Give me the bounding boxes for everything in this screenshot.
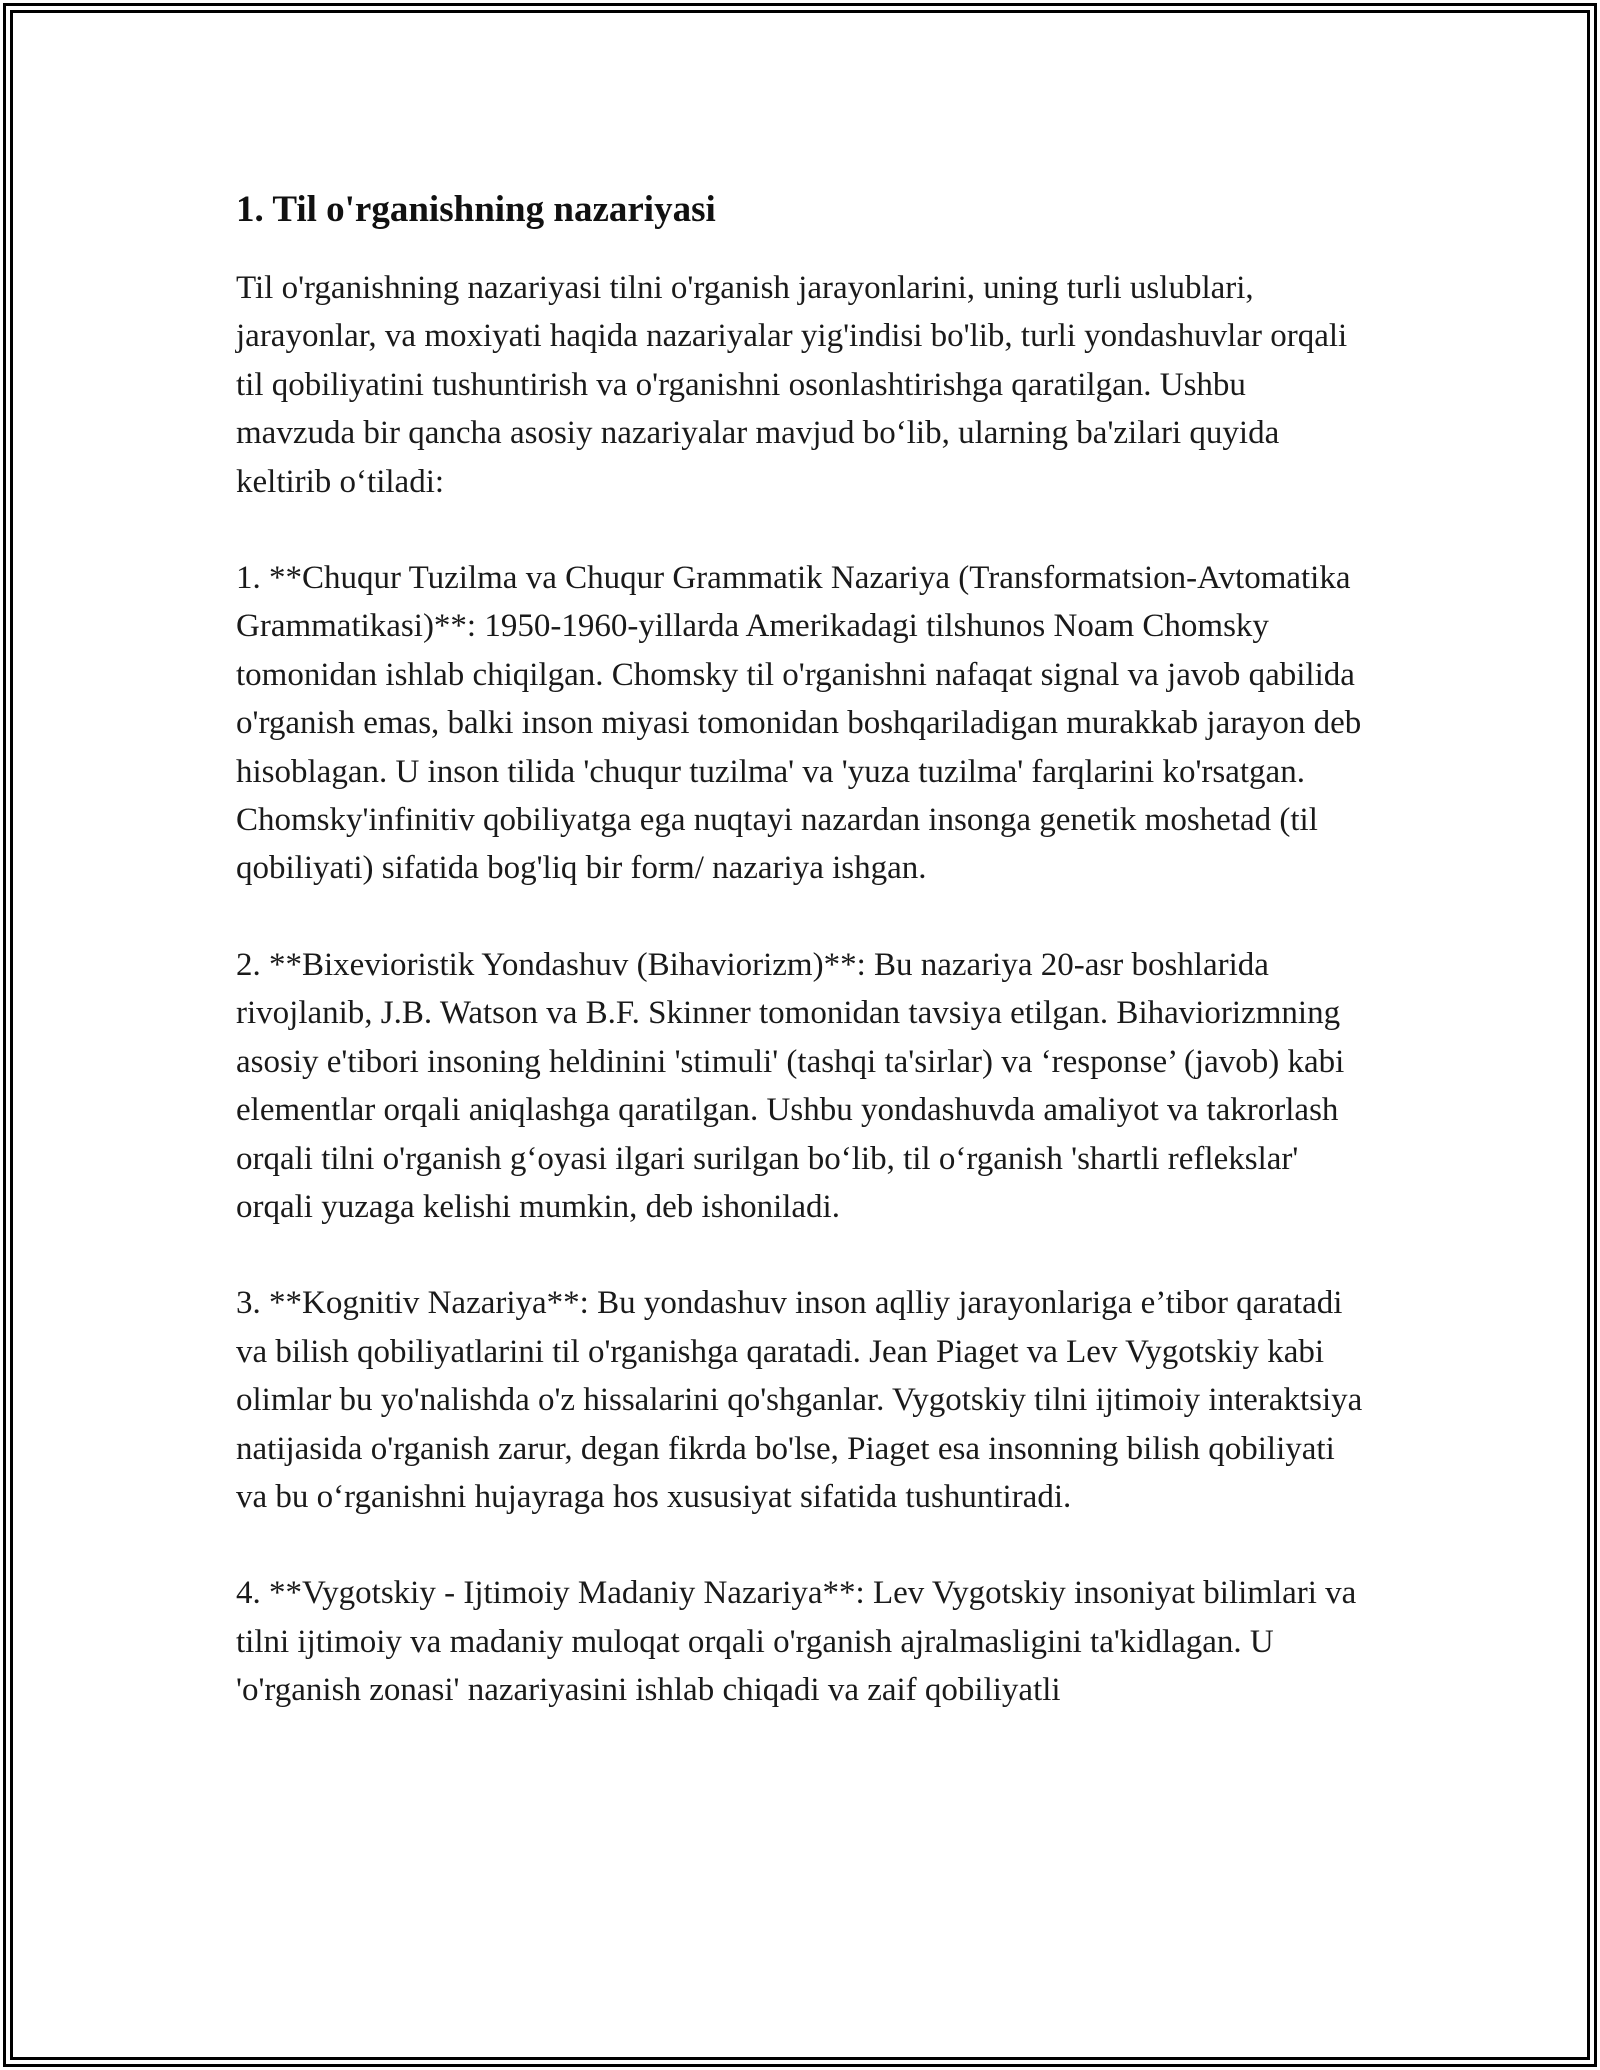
paragraph-behaviorism: 2. **Bixevioristik Yondashuv (Bihaviorizm)**: Bu nazariya 20-asr boshlarida rivojlanib, J.B. Watson va B.F. Skinner tomonidan tavsiya etilgan. Bihaviorizmning asosiy e'tibori insoning heldinini 'stimuli' (tashqi ta'sirlar) va ‘response’ (javob) kabi elementlar orqali aniqlashga qaratilgan. Ushbu yondashuvda amaliyot va takrorlash orqali tilni o'rganish g‘oyasi ilgari surilgan bo‘lib, til o‘rganish 'shartli reflekslar' orqali yuzaga kelishi mumkin, deb ishoniladi. (236, 946, 1345, 1225)
document-body (236, 186, 1366, 1715)
section-heading: 1. Til o'rganishning nazariyasi (236, 189, 716, 230)
paragraph-chomsky-theory: 1. **Chuqur Tuzilma va Chuqur Grammatik Nazariya (Transformatsion-Avtomatika Grammatikasi)**: 1950-1960-yillarda Amerikadagi tilshunos Noam Chomsky tomonidan ishlab chiqilgan. Chomsky til o'rganishni nafaqat signal va javob qabilida o'rganish emas, balki inson miyasi tomonidan boshqariladigan murakkab jarayon deb hisoblagan. U inson tilida 'chuqur tuzilma' va 'yuza tuzilma' farqlarini ko'rsatgan. Chomsky'infinitiv qobiliyatga ega nuqtayi nazardan insonga genetik moshetad (til qobiliyati) sifatida bog'liq bir form/ nazariya ishgan. (236, 560, 1362, 887)
paragraph-intro: Til o'rganishning nazariyasi tilni o'rganish jarayonlarini, uning turli uslublari, jarayonlar, va moxiyati haqida nazariyalar yig'indisi bo'lib, turli yondashuvlar orqali til qobiliyatini tushuntirish va o'rganishni osonlashtirishga qaratilgan. Ushbu mavzuda bir qancha asosiy nazariyalar mavjud bo‘lib, ularning ba'zilari quyida keltirib o‘tiladi: (236, 270, 1348, 500)
paragraph-sociocultural-theory: 4. **Vygotskiy - Ijtimoiy Madaniy Nazariya**: Lev Vygotskiy insoniyat bilimlari va tilni ijtimoiy va madaniy muloqat orqali o'rganish ajralmasligini ta'kidlagan. U 'o'rganish zonasi' nazariyasini ishlab chiqadi va zaif qobiliyatli (236, 1575, 1357, 1709)
paragraph-cognitive-theory: 3. **Kognitiv Nazariya**: Bu yondashuv inson aqlliy jarayonlariga e’tibor qaratadi va bilish qobiliyatlarini til o'rganishga qaratadi. Jean Piaget va Lev Vygotskiy kabi olimlar bu yo'nalishda o'z hissalarini qo'shganlar. Vygotskiy tilni ijtimoiy interaktsiya natijasida o'rganish zarur, degan fikrda bo'lse, Piaget esa insonning bilish qobiliyati va bu o‘rganishni hujayraga hos xususiyat sifatida tushuntiradi. (236, 1285, 1363, 1515)
